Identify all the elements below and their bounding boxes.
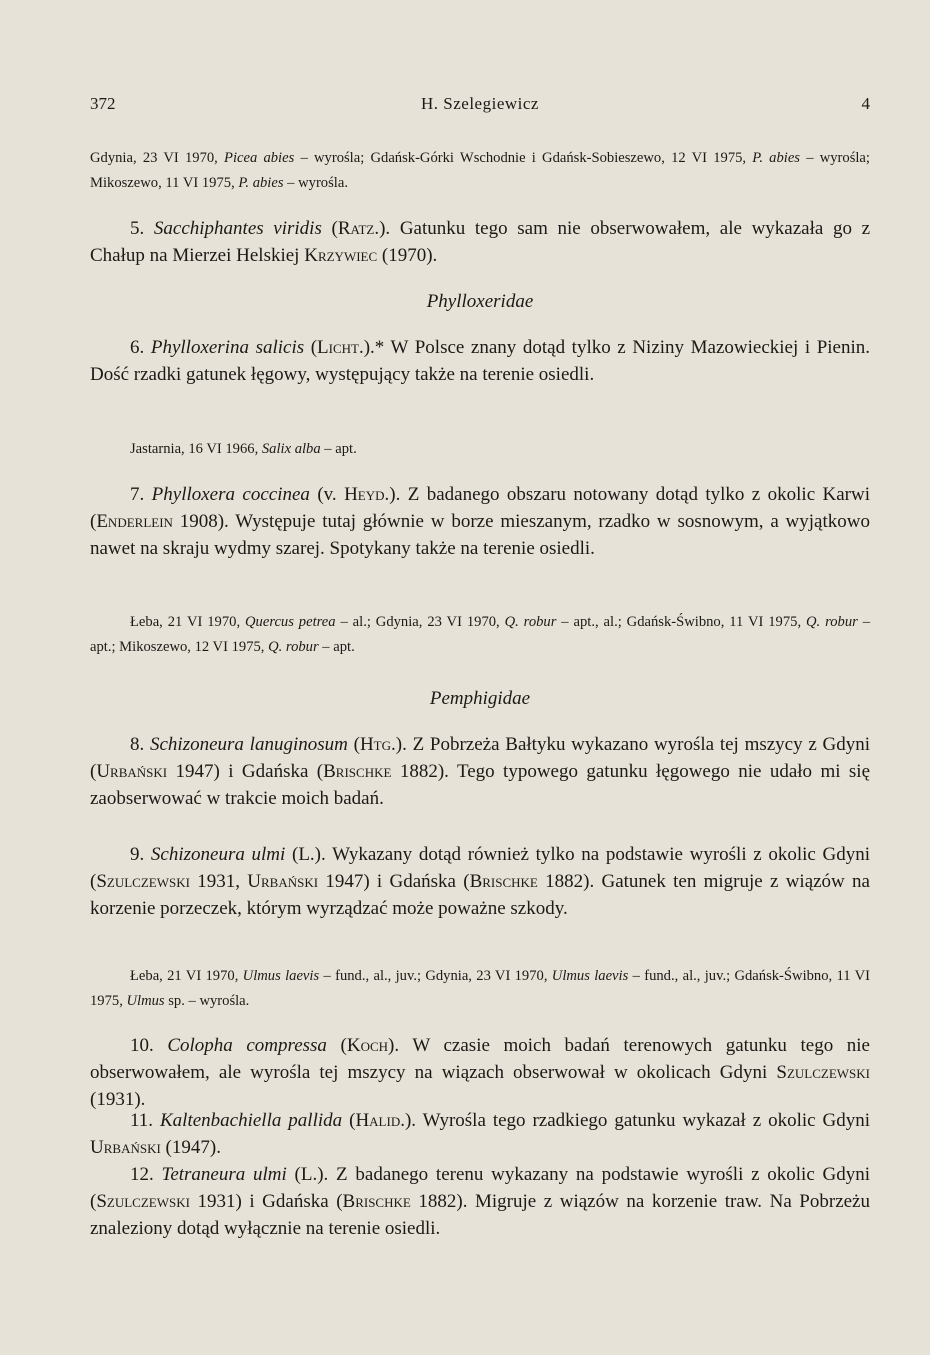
author-name: Enderlein xyxy=(96,511,173,532)
author-name: Brischke xyxy=(469,871,538,892)
text-run: – fund., al., juv.; Gdynia, 23 VI 1970, xyxy=(319,968,552,984)
family-heading-phylloxeridae: Phylloxeridae xyxy=(426,291,534,312)
author-name: Szulczewski xyxy=(776,1062,870,1083)
page-number: 372 xyxy=(90,94,116,113)
text-run: Łeba, 21 VI 1970, xyxy=(130,614,245,630)
text-run: (v. xyxy=(309,484,345,505)
author-name: Heyd. xyxy=(344,484,390,505)
text-run: Jastarnia, 16 VI 1966, xyxy=(130,441,262,457)
text-run: ). Wyrośla tego rzadkiego gatunku wykazał z okolic Gdyni xyxy=(404,1110,871,1131)
text-run: 1931, xyxy=(189,871,248,892)
taxon-name: Colopha compressa xyxy=(167,1035,327,1056)
text-run: 8. xyxy=(130,734,150,755)
taxon-name: Kaltenbachiella pallida xyxy=(160,1110,343,1131)
taxon-name: Tetraneura ulmi xyxy=(161,1164,287,1185)
taxon-name: P. abies xyxy=(238,175,284,191)
taxon-name: Q. robur xyxy=(268,639,319,655)
text-run: – wyrośla. xyxy=(283,175,348,191)
text-run: 9. xyxy=(130,844,151,865)
author-name: Htg. xyxy=(359,734,396,755)
running-head-author: H. Szelegiewicz xyxy=(421,94,539,113)
text-run: 1931) i Gdańska ( xyxy=(189,1191,343,1212)
author-name: Ratz. xyxy=(337,218,380,239)
text-run: 1882). Migruje z wiązów na korzenie traw. Na Pobrzeżu znaleziony dotąd wyłącznie na terenie osiedli. xyxy=(90,1191,870,1239)
text-run: 1908). Występuje tutaj głównie w borze mieszanym, rzadko w sosnowym, a wyjątkowo nawet na skraju wydmy szarej. Spotykany także na terenie osiedli. xyxy=(90,511,870,559)
taxon-name: Phylloxera coccinea xyxy=(151,484,310,505)
author-name: L. xyxy=(298,844,315,865)
text-run: 11. xyxy=(130,1110,160,1131)
text-run: ).* W Polsce znany dotąd tylko z Niziny Mazowieckiej i Pienin. Dość rzadki gatunek łęgowy, występujący także na terenie osiedli. xyxy=(90,337,871,385)
taxon-name: Sacchiphantes viridis xyxy=(153,218,322,239)
text-run: (1970). xyxy=(377,245,438,266)
locality-list-6 xyxy=(90,437,870,462)
taxon-name: Q. robur xyxy=(806,614,858,630)
locality-list-7 xyxy=(90,610,870,660)
text-run: 7. xyxy=(130,484,152,505)
taxon-name: Phylloxerina salicis xyxy=(150,337,305,358)
text-run: 12. xyxy=(130,1164,162,1185)
text-run: ). Z badanego obszaru notowany dotąd tylko z okolic Karwi ( xyxy=(90,484,871,532)
species-entry-12 xyxy=(90,1161,870,1242)
text-run: 1882). Tego typowego gatunku łęgowego nie udało mi się zaobserwować w trakcie moich badań. xyxy=(90,761,871,809)
species-entry-10 xyxy=(90,1032,870,1113)
volume-number: 4 xyxy=(861,94,870,113)
taxon-name: Quercus petrea xyxy=(245,614,336,630)
text-run: 1947) i Gdańska ( xyxy=(318,871,470,892)
text-run: ). Z badanego terenu wykazany na podstawie wyrośli z okolic Gdyni ( xyxy=(90,1164,871,1212)
text-run: 1947) i Gdańska ( xyxy=(167,761,324,782)
species-entry-8 xyxy=(90,731,870,812)
taxon-name: Q. robur xyxy=(504,614,557,630)
text-run: ( xyxy=(347,734,360,755)
author-name: Urbański xyxy=(90,1137,161,1158)
taxon-name: Ulmus laevis xyxy=(551,968,629,984)
author-name: Brischke xyxy=(342,1191,411,1212)
species-entry-5 xyxy=(90,215,870,269)
species-entry-11 xyxy=(90,1107,870,1161)
text-run: 5. xyxy=(130,218,154,239)
text-run: ( xyxy=(285,844,299,865)
text-run: 10. xyxy=(130,1035,168,1056)
taxon-name: Schizoneura lanuginosum xyxy=(150,734,348,755)
taxon-name: Salix alba xyxy=(261,441,321,457)
text-run: – al.; Gdynia, 23 VI 1970, xyxy=(335,614,505,630)
author-name: Licht. xyxy=(317,337,364,358)
text-run: – apt., al.; Gdańsk-Świbno, 11 VI 1975, xyxy=(556,614,807,630)
text-run: – wyrośla; Mikoszewo, 11 VI 1975, xyxy=(90,150,870,191)
text-run: (1931). xyxy=(90,1089,146,1110)
text-run: ). W czasie moich badań terenowych gatunku tego nie obserwowałem, ale wyrośla tej mszycy na wiązach obserwował w okolicach Gdyni xyxy=(90,1035,870,1083)
page-header xyxy=(90,94,870,118)
text-run: ). Wykazany dotąd również tylko na podstawie wyrośli z okolic Gdyni ( xyxy=(90,844,871,892)
locality-list-9 xyxy=(90,964,870,1014)
author-name: Szulczewski xyxy=(96,1191,190,1212)
text-run: – fund., al., juv.; Gdańsk-Świbno, 11 VI 1975, xyxy=(90,968,870,1009)
taxon-name: Ulmus laevis xyxy=(242,968,320,984)
taxon-name: Ulmus xyxy=(126,993,165,1009)
family-heading-pemphigidae: Pemphigidae xyxy=(429,688,531,709)
text-run: ( xyxy=(321,218,338,239)
text-run: ( xyxy=(342,1110,356,1131)
author-name: L. xyxy=(300,1164,318,1185)
text-run: – apt. xyxy=(318,639,355,655)
text-run: (1947). xyxy=(160,1137,221,1158)
author-name: Urbański xyxy=(96,761,168,782)
text-run: – apt.; Mikoszewo, 12 VI 1975, xyxy=(90,614,871,655)
species-entry-6 xyxy=(90,334,870,388)
text-run: ( xyxy=(304,337,318,358)
text-run: ( xyxy=(326,1035,347,1056)
text-run: sp. – wyrośla. xyxy=(164,993,250,1009)
text-run: ). Gatunku tego sam nie obserwowałem, ale wykazała go z Chałup na Mierzei Helskiej xyxy=(90,218,871,266)
author-name: Koch xyxy=(346,1035,389,1056)
text-run: ). Z Pobrzeża Bałtyku wykazano wyrośla tej mszycy z Gdyni ( xyxy=(90,734,871,782)
text-run: 6. xyxy=(130,337,151,358)
taxon-name: P. abies xyxy=(752,150,800,166)
species-entry-9 xyxy=(90,841,870,922)
author-name: Krzywiec xyxy=(304,245,378,266)
author-name: Szulczewski xyxy=(96,871,190,892)
text-run: – apt. xyxy=(320,441,357,457)
taxon-name: Picea abies xyxy=(224,150,295,166)
author-name: Brischke xyxy=(323,761,392,782)
taxon-name: Schizoneura ulmi xyxy=(150,844,286,865)
author-name: Urbański xyxy=(247,871,319,892)
author-name: Halid. xyxy=(355,1110,405,1131)
locality-list-4 xyxy=(90,146,870,196)
text-run: – wyrośla; Gdańsk-Górki Wschodnie i Gdańsk-Sobieszewo, 12 VI 1975, xyxy=(294,150,753,166)
species-entry-7 xyxy=(90,481,870,562)
text-run: Gdynia, 23 VI 1970, xyxy=(90,150,225,166)
text-run: ( xyxy=(286,1164,301,1185)
text-run: 1882). Gatunek ten migruje z wiązów na korzenie porzeczek, którym wyrządzać może poważne szkody. xyxy=(90,871,870,919)
text-run: Łeba, 21 VI 1970, xyxy=(130,968,243,984)
